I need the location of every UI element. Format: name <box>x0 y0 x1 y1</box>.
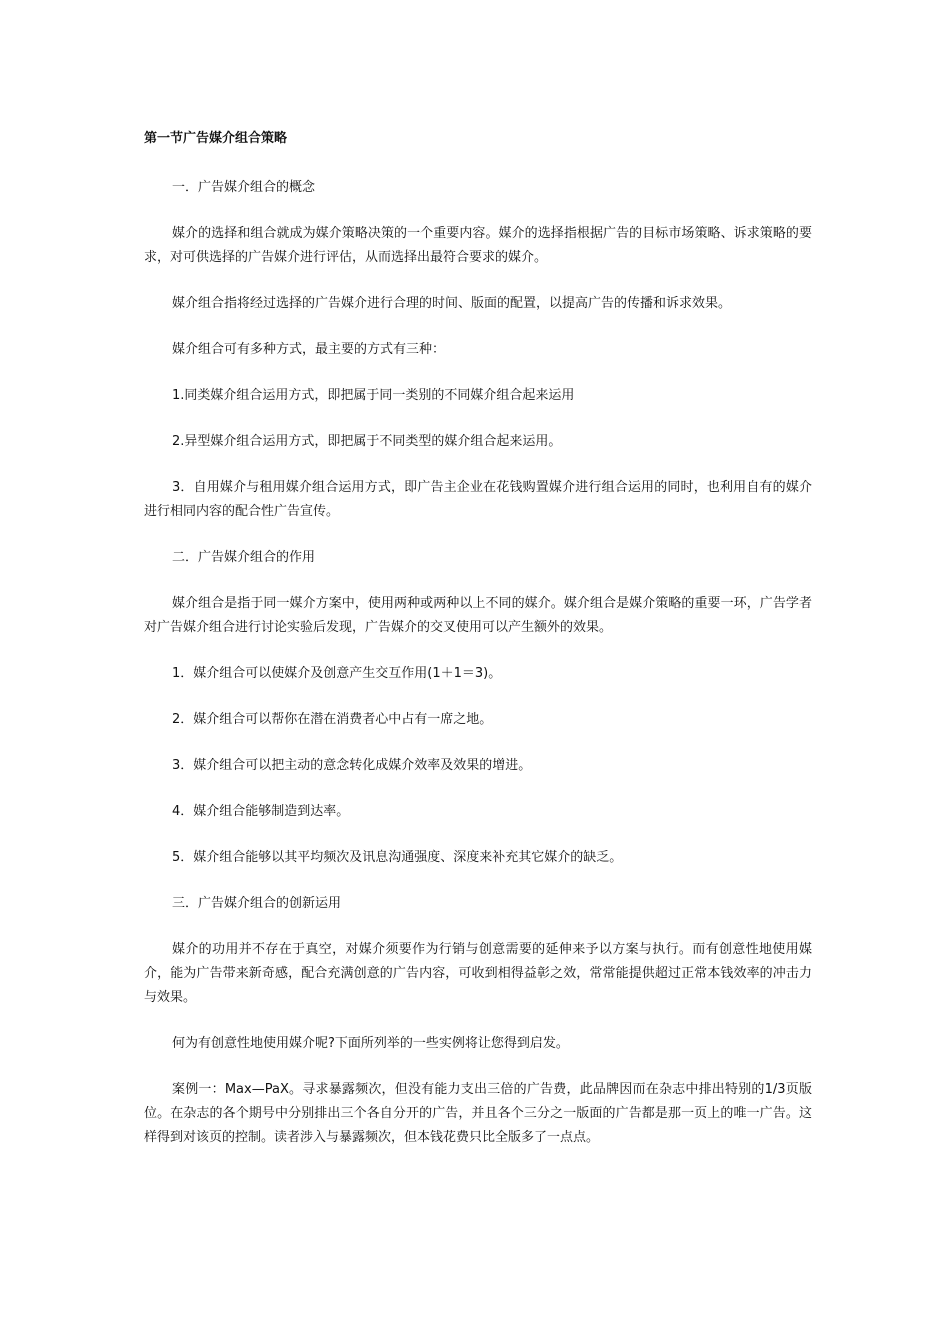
list-item-method-3: 3．自用媒介与租用媒介组合运用方式，即广告主企业在花钱购置媒介进行组合运用的同时，也利用自有的媒介进行相同内容的配合性广告宣传。 <box>144 480 812 519</box>
paragraph-media-selection: 媒介的选择和组合就成为媒介策略决策的一个重要内容。媒介的选择指根据广告的目标市场策略、诉求策略的要求，对可供选择的广告媒介进行评估，从而选择出最符合要求的媒介。 <box>144 226 812 265</box>
list-item-function-4: 4．媒介组合能够制造到达率。 <box>172 804 350 819</box>
paragraph-combination-methods: 媒介组合可有多种方式，最主要的方式有三种： <box>172 342 446 357</box>
heading-innovation: 三．广告媒介组合的创新运用 <box>172 896 342 911</box>
document-body <box>144 128 812 1172</box>
section-title: 第一节广告媒介组合策略 <box>144 131 288 146</box>
list-item-method-2: 2.异型媒介组合运用方式，即把属于不同类型的媒介组合起来运用。 <box>172 434 562 449</box>
list-item-function-2: 2．媒介组合可以帮你在潜在消费者心中占有一席之地。 <box>172 712 493 727</box>
heading-concept: 一．广告媒介组合的概念 <box>172 180 316 195</box>
list-item-function-1: 1．媒介组合可以使媒介及创意产生交互作用(1＋1＝3)。 <box>172 666 502 681</box>
paragraph-case-1: 案例一：Max—PaX。寻求暴露频次，但没有能力支出三倍的广告费，此品牌因而在杂志中排出特别的1/3页版位。在杂志的各个期号中分别排出三个各自分开的广告，并且各个三分之一版面的广告都是那一页上的唯一广告。这样得到对该页的控制。读者涉入与暴露频次，但本钱花费只比全版多了一点点。 <box>144 1082 812 1145</box>
list-item-function-5: 5．媒介组合能够以其平均频次及讯息沟通强度、深度来补充其它媒介的缺乏。 <box>172 850 623 865</box>
paragraph-media-combination: 媒介组合指将经过选择的广告媒介进行合理的时间、版面的配置，以提高广告的传播和诉求效果。 <box>172 296 732 311</box>
heading-function: 二．广告媒介组合的作用 <box>172 550 316 565</box>
paragraph-innovation: 媒介的功用并不存在于真空，对媒介须要作为行销与创意需要的延伸来予以方案与执行。而有创意性地使用媒介，能为广告带来新奇感，配合充满创意的广告内容，可收到相得益彰之效，常常能提供超过正常本钱效率的冲击力与效果。 <box>144 942 812 1005</box>
paragraph-question: 何为有创意性地使用媒介呢?下面所列举的一些实例将让您得到启发。 <box>172 1036 569 1051</box>
list-item-function-3: 3．媒介组合可以把主动的意念转化成媒介效率及效果的增进。 <box>172 758 532 773</box>
paragraph-function-intro: 媒介组合是指于同一媒介方案中，使用两种或两种以上不同的媒介。媒介组合是媒介策略的重要一环，广告学者对广告媒介组合进行讨论实验后发现，广告媒介的交叉使用可以产生额外的效果。 <box>144 596 812 635</box>
list-item-method-1: 1.同类媒介组合运用方式，即把属于同一类别的不同媒介组合起来运用 <box>172 388 575 403</box>
